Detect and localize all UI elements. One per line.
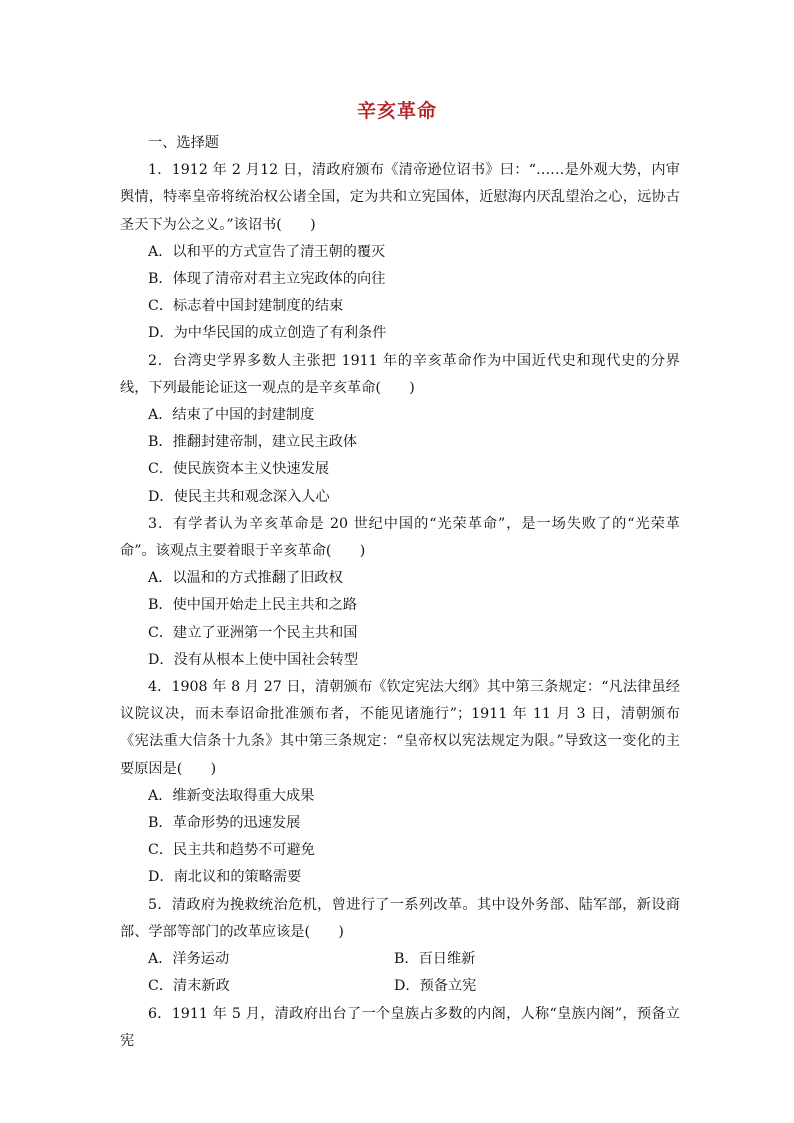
option-d: D．为中华民国的成立创造了有利条件 — [148, 325, 387, 342]
option-a: A．洋务运动 — [148, 951, 230, 968]
question-stem: 3．有学者认为辛亥革命是 20 世纪中国的“光荣革命”，是一场失败了的“光荣革命”。该观点主要着眼于辛亥革命( ) — [120, 515, 680, 560]
option-d: D．使民主共和观念深入人心 — [148, 488, 330, 505]
option-a: A．结束了中国的封建制度 — [148, 407, 315, 424]
option-a: A．维新变法取得重大成果 — [148, 787, 315, 804]
question-stem: 1．1912 年 2 月12 日，清政府颁布《清帝逊位诏书》曰：“……是外观大势，内审舆情，特率皇帝将统治权公诸全国，定为共和立宪国体，近慰海内厌乱望治之心，远协古圣天下为公之义。”该诏书( ) — [120, 162, 680, 233]
document-body — [120, 130, 680, 1055]
option-row — [120, 973, 680, 1000]
question-stem: 4．1908 年 8 月 27 日，清朝颁布《钦定宪法大纲》其中第三条规定：“凡法律虽经议院议决，而未奉诏命批准颁布者，不能见诸施行”；1911 年 11 月 3 日，清朝颁布《宪法重大信条十九条》其中第三条规定：“皇帝权以宪法规定为限。”导致这一变化的主要原因是( ) — [120, 679, 680, 777]
option-row — [120, 946, 680, 973]
option-c: C．清末新政 — [148, 978, 230, 995]
option-a: A．以和平的方式宣告了清王朝的覆灭 — [148, 243, 386, 260]
question-stem: 5．清政府为挽救统治危机，曾进行了一系列改革。其中设外务部、陆军部，新设商部、学部等部门的改革应该是( ) — [120, 896, 680, 940]
question-stem: 6．1911 年 5 月，清政府出台了一个皇族占多数的内阁，人称“皇族内阁”，预备立宪 — [120, 1005, 680, 1049]
option-d: D．没有从根本上使中国社会转型 — [148, 651, 359, 668]
option-c: C．标志着中国封建制度的结束 — [148, 298, 344, 315]
option-d: D．南北议和的策略需要 — [148, 869, 302, 886]
option-b: B．推翻封建帝制，建立民主政体 — [148, 434, 358, 451]
option-d: D．预备立宪 — [394, 978, 477, 995]
option-b: B．使中国开始走上民主共和之路 — [148, 597, 358, 614]
option-c: C．民主共和趋势不可避免 — [148, 842, 315, 859]
option-c: C．建立了亚洲第一个民主共和国 — [148, 624, 358, 641]
option-b: B．体现了清帝对君主立宪政体的向往 — [148, 271, 386, 288]
page-title: 辛亥革命 — [356, 100, 437, 122]
option-b: B．百日维新 — [394, 951, 476, 968]
option-b: B．革命形势的迅速发展 — [148, 815, 301, 832]
option-c: C．使民族资本主义快速发展 — [148, 461, 330, 478]
section-heading: 一、选择题 — [148, 135, 219, 151]
option-a: A．以温和的方式推翻了旧政权 — [148, 570, 343, 587]
question-stem: 2．台湾史学界多数人主张把 1911 年的辛亥革命作为中国近代史和现代史的分界线，下列最能论证这一观点的是辛亥革命( ) — [120, 352, 680, 396]
